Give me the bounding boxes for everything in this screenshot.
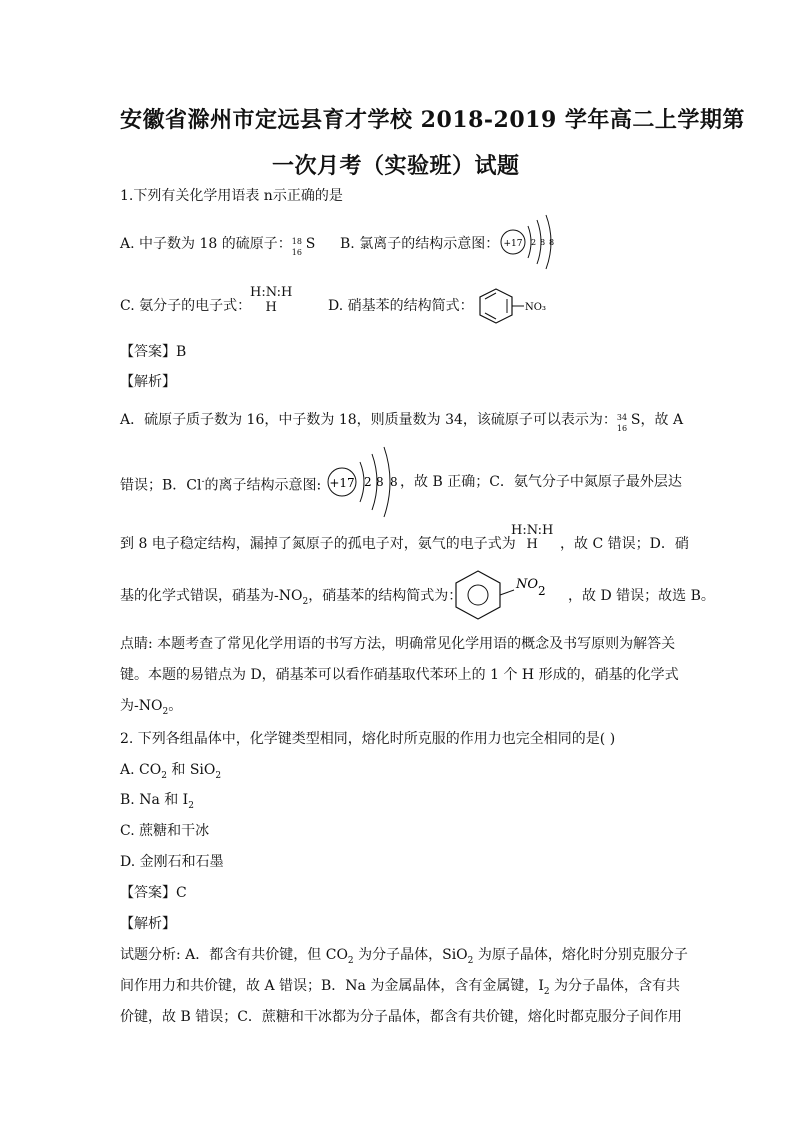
q1-answer: 【答案】B xyxy=(120,344,187,360)
analysis-text: ，硝基苯的结构简式为： xyxy=(308,588,463,604)
subscript: 2 xyxy=(302,596,309,607)
analysis-text: 错误；B．Cl xyxy=(120,477,202,494)
q1-analysis-line-1 xyxy=(120,410,684,433)
q1-analysis-line-4c: ，故 D 错误；故选 B。 xyxy=(568,588,715,604)
analysis-text: 为分子晶体，SiO xyxy=(353,947,468,963)
analysis-isotope xyxy=(616,411,631,433)
substituent-bond xyxy=(500,590,514,595)
isotope-symbol: S xyxy=(630,412,641,428)
analysis-text: 为分子晶体，含有共 xyxy=(549,978,681,994)
nucleus-charge: +17 xyxy=(503,239,523,249)
shell-count-2: 8 xyxy=(540,238,546,247)
subscript: 2 xyxy=(188,800,194,811)
note-text: 为-NO xyxy=(120,698,163,714)
document-title-line1: 安徽省滁州市定远县育才学校 2018-2019 学年高二上学期第 xyxy=(120,107,745,133)
subscript: 2 xyxy=(467,955,474,966)
option-text: A. CO xyxy=(120,762,162,778)
q2-option-c: C. 蔗糖和干冰 xyxy=(120,823,210,839)
aromatic-circle xyxy=(468,585,488,605)
nitro-group-label: NO2 xyxy=(516,577,546,598)
q1-option-c-label: C. 氨分子的电子式： xyxy=(120,298,252,314)
electron-formula-top: H:N:H xyxy=(250,285,293,300)
q1-option-d-nitrobenzene-structure xyxy=(476,285,556,327)
q1-analysis-nitrobenzene-structure xyxy=(452,568,572,622)
q1-option-b-chloride-diagram xyxy=(498,212,558,272)
electron-formula-top: H:N:H xyxy=(511,523,554,538)
q1-option-a xyxy=(120,234,316,257)
analysis-text: 基的化学式错误，硝基为-NO xyxy=(120,588,303,604)
q2-analysis-line-2 xyxy=(120,976,680,1002)
isotope-mass: 34 xyxy=(616,413,628,422)
isotope-mass: 18 xyxy=(291,237,302,246)
isotope-number: 16 xyxy=(616,424,628,433)
q1-analysis-line-2a xyxy=(120,472,321,496)
question-1-stem: 1.下列有关化学用语表 n示正确的是 xyxy=(120,188,343,204)
q1-analysis-line-3b: ，故 C 错误；D．硝 xyxy=(560,536,689,552)
option-text: 和 SiO xyxy=(166,762,216,778)
shell-count-1: 2 xyxy=(364,475,372,489)
q1-note-line-2: 键。本题的易错点为 D，硝基苯可以看作硝基取代苯环上的 1 个 H 形成的，硝基的化学式 xyxy=(120,667,679,683)
nucleus-charge: +17 xyxy=(329,476,355,490)
isotope-symbol: S xyxy=(305,236,316,252)
shell-count-3: 8 xyxy=(390,475,398,489)
q2-answer: 【答案】C xyxy=(120,885,187,901)
analysis-text: A．硫原子质子数为 16，中子数为 18，则质量数为 34，该硫原子可以表示为： xyxy=(120,412,617,428)
option-text: B. Na 和 I xyxy=(120,792,189,808)
q1-note-line-1: 点睛: 本题考查了常见化学用语的书写方法，明确常见化学用语的概念及书写原则为解答关 xyxy=(120,636,676,652)
q1-note-line-3 xyxy=(120,696,182,722)
nitro-group-label: NO₃ xyxy=(525,302,546,313)
electron-formula-bottom: H xyxy=(265,300,277,315)
q1-analysis-line-3a: 到 8 电子稳定结构，漏掉了氮原子的孤电子对，氨气的电子式为 xyxy=(120,536,516,552)
question-2-stem: 2. 下列各组晶体中，化学键类型相同，熔化时所克服的作用力也完全相同的是( ) xyxy=(120,731,616,747)
analysis-text: 试题分析: A．都含有共价键，但 CO xyxy=(120,947,348,963)
q1-option-c-electron-formula xyxy=(250,285,292,315)
q1-analysis-line-2c: ，故 B 正确；C．氨气分子中氮原子最外层达 xyxy=(400,474,682,490)
subscript: 2 xyxy=(215,770,222,781)
q2-analysis-line-3: 价键，故 B 错误；C．蔗糖和干冰都为分子晶体，都含有共价键，熔化时都克服分子间作用 xyxy=(120,1009,682,1025)
subscript: 2 xyxy=(543,986,550,997)
isotope-number: 16 xyxy=(291,248,302,257)
note-text: 。 xyxy=(168,698,183,714)
analysis-text: ，故 A xyxy=(640,412,684,428)
q1-option-a-isotope xyxy=(291,235,306,257)
subscript: 2 xyxy=(161,770,167,781)
q1-option-d-label: D. 硝基苯的结构简式： xyxy=(328,298,474,314)
q1-analysis-line-4a xyxy=(120,586,462,612)
subscript: 2 xyxy=(162,706,169,717)
analysis-text: 为原子晶体，熔化时分别克服分子 xyxy=(473,947,688,963)
q1-option-b-label: B. 氯离子的结构示意图： xyxy=(340,236,500,252)
q2-option-a xyxy=(120,760,221,786)
q1-option-a-label: A. 中子数为 18 的硫原子： xyxy=(120,236,292,252)
q1-analysis-chloride-diagram xyxy=(322,444,402,520)
document-title-line2: 一次月考（实验班）试题 xyxy=(272,153,520,179)
analysis-text: 的离子结构示意图: xyxy=(204,477,322,494)
shell-count-2: 8 xyxy=(376,475,384,489)
q2-analysis-heading: 【解析】 xyxy=(120,916,176,932)
electron-formula-bottom: H xyxy=(526,537,538,552)
subscript: 2 xyxy=(347,955,354,966)
q1-analysis-heading: 【解析】 xyxy=(120,374,176,390)
q1-analysis-ammonia-formula xyxy=(511,524,553,552)
shell-count-1: 2 xyxy=(531,238,537,247)
analysis-text: 间作用力和共价键，故 A 错误；B．Na 为金属晶体，含有金属键，I xyxy=(120,978,544,994)
charge-superscript: - xyxy=(201,477,205,487)
shell-count-3: 8 xyxy=(549,238,555,247)
q2-analysis-line-1 xyxy=(120,945,688,971)
q2-option-d: D. 金刚石和石墨 xyxy=(120,854,224,870)
q2-option-b xyxy=(120,790,194,816)
benzene-ring xyxy=(456,571,500,619)
